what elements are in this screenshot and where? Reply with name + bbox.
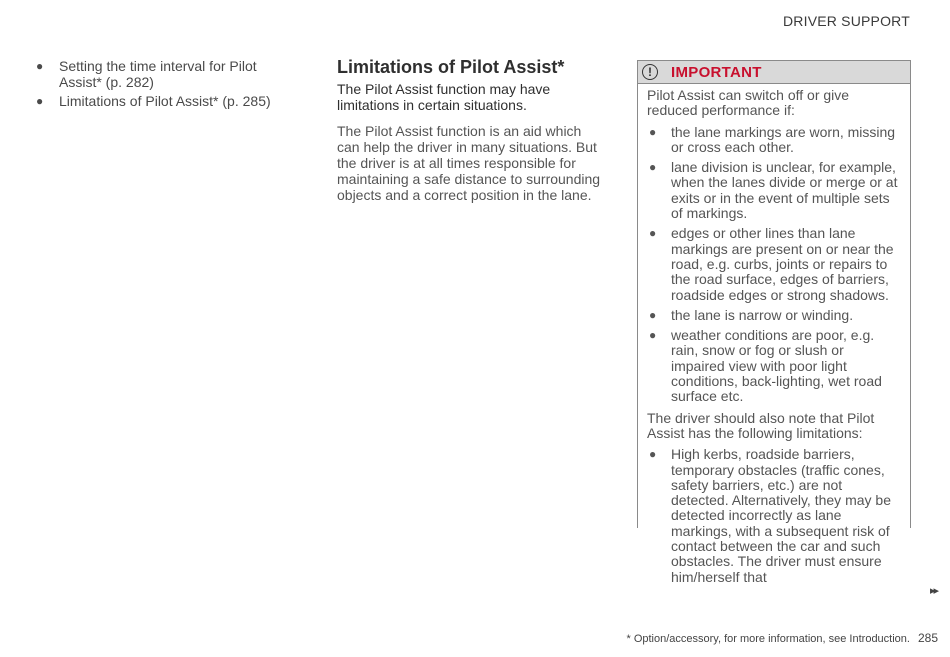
- bullet-icon: ●: [649, 124, 657, 139]
- related-link[interactable]: [36, 94, 296, 110]
- conditions-list: [647, 125, 901, 405]
- section-header: DRIVER SUPPORT: [782, 13, 910, 29]
- bullet-icon: ●: [36, 94, 44, 108]
- list-item: [647, 308, 901, 323]
- list-item-text: the lane is narrow or winding.: [671, 306, 854, 323]
- list-item: [647, 226, 901, 302]
- related-links: [36, 59, 296, 114]
- main-section: [337, 57, 607, 203]
- page-footer: [626, 631, 938, 645]
- important-title: IMPORTANT: [671, 63, 762, 81]
- related-link[interactable]: [36, 59, 296, 90]
- page-number: 285: [917, 631, 938, 645]
- list-item-text: High kerbs, roadside barriers, temporary obstacles (traffic cones, safety barriers, etc.) are not detected. Alternatively, they may be detected incorrectly as lane markings, with a subsequent risk of contact between the car and such obstacles. The driver must ensure him/herself that: [671, 446, 891, 585]
- section-title: Limitations of Pilot Assist*: [337, 57, 565, 77]
- list-item: [647, 328, 901, 404]
- list-item-text: lane division is unclear, for example, when the lanes divide or merge or at exits or in the event of multiple sets of markings.: [671, 159, 898, 222]
- exclamation-icon: !: [642, 64, 658, 80]
- footnote: * Option/accessory, for more information, see Introduction.: [626, 633, 910, 645]
- list-item-text: weather conditions are poor, e.g. rain, snow or fog or slush or impaired view with poor light conditions, back-lighting, wet road surface etc.: [671, 327, 882, 405]
- important-intro: Pilot Assist can switch off or give reduced performance if:: [647, 87, 850, 119]
- limitations-list: [647, 447, 901, 585]
- bullet-icon: ●: [649, 226, 657, 241]
- related-link-text[interactable]: Setting the time interval for Pilot Assist* (p. 282): [59, 58, 257, 90]
- list-item: [647, 125, 901, 156]
- important-box: [637, 60, 911, 585]
- list-item: [647, 447, 901, 585]
- bullet-icon: ●: [36, 59, 44, 73]
- section-lead: The Pilot Assist function may have limitations in certain situations.: [337, 81, 551, 113]
- list-item: [647, 160, 901, 221]
- bullet-icon: ●: [649, 307, 657, 322]
- list-item-text: edges or other lines than lane markings are present on or near the road, e.g. curbs, joints or repairs to the road surface, edges of barriers, roadside edges or strong shadows.: [671, 225, 894, 303]
- related-link-text[interactable]: Limitations of Pilot Assist* (p. 285): [59, 93, 271, 109]
- important-note: The driver should also note that Pilot Assist has the following limitations:: [647, 409, 875, 441]
- continue-arrow-icon: ▸▸: [929, 585, 937, 597]
- bullet-icon: ●: [649, 447, 657, 462]
- bullet-icon: ●: [649, 160, 657, 175]
- list-item-text: the lane markings are worn, missing or cross each other.: [671, 123, 896, 155]
- important-body: [638, 84, 910, 585]
- section-body: The Pilot Assist function is an aid which can help the driver in many situations. But the driver is at all times responsible for maintaining a safe distance to surrounding objects and a correct position in the lane.: [337, 123, 601, 203]
- bullet-icon: ●: [649, 328, 657, 343]
- important-header: [638, 61, 910, 84]
